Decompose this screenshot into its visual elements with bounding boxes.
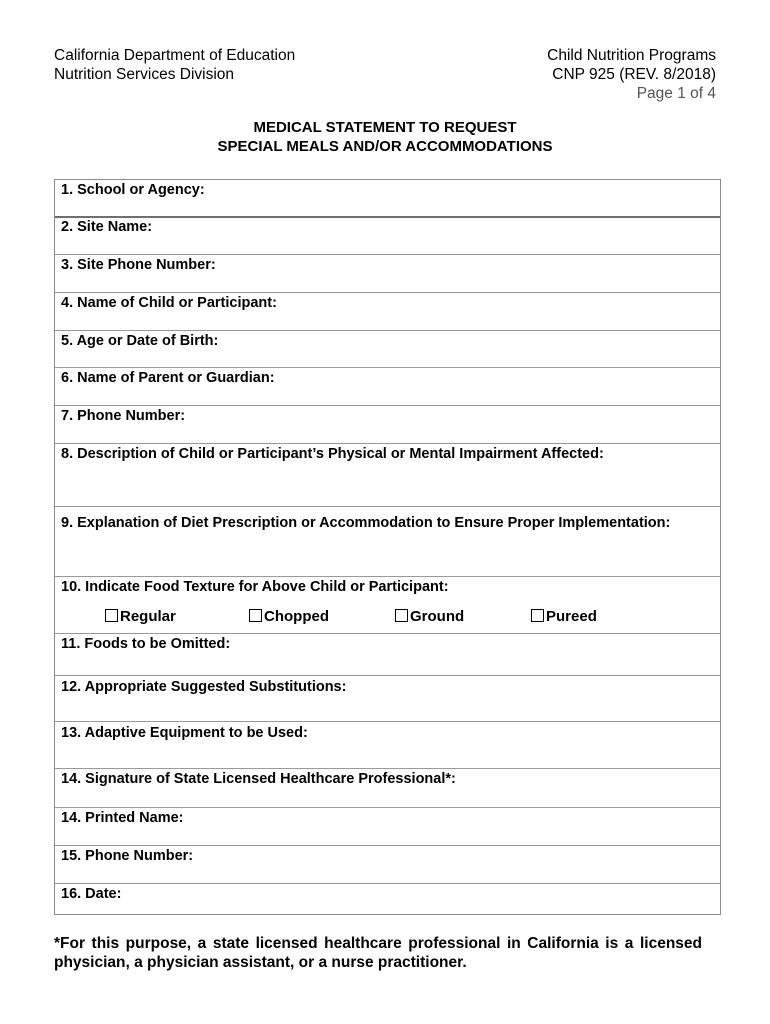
checkbox-icon[interactable] <box>531 609 544 622</box>
field-label: 7. Phone Number: <box>61 408 186 424</box>
field-impairment[interactable] <box>55 444 720 507</box>
field-substitutions[interactable] <box>55 676 720 722</box>
field-professional-phone[interactable] <box>55 846 720 884</box>
title-line-2: SPECIAL MEALS AND/OR ACCOMMODATIONS <box>217 138 553 155</box>
option-label: Chopped <box>264 608 329 625</box>
field-label: 14. Signature of State Licensed Healthcare Professional*: <box>61 771 456 787</box>
title-line-1: MEDICAL STATEMENT TO REQUEST <box>253 119 517 136</box>
field-label: 8. Description of Child or Participant’s Physical or Mental Impairment Affected: <box>61 446 604 462</box>
field-foods-omitted[interactable] <box>55 634 720 676</box>
field-label: 2. Site Name: <box>61 219 153 235</box>
header-agency <box>54 46 295 84</box>
field-label: 4. Name of Child or Participant: <box>61 295 277 311</box>
program-name: Child Nutrition Programs <box>547 47 716 64</box>
page-number: Page 1 of 4 <box>636 85 716 102</box>
form-number: CNP 925 (REV. 8/2018) <box>552 66 716 83</box>
field-label: 6. Name of Parent or Guardian: <box>61 370 275 386</box>
field-label: 14. Printed Name: <box>61 810 184 826</box>
field-label: 10. Indicate Food Texture for Above Child or Participant: <box>61 579 449 595</box>
field-child-name[interactable] <box>55 293 720 331</box>
field-age-dob[interactable] <box>55 331 720 368</box>
field-site-phone[interactable] <box>55 255 720 293</box>
field-phone[interactable] <box>55 406 720 444</box>
field-label: 11. Foods to be Omitted: <box>61 636 231 652</box>
field-label: 1. School or Agency: <box>61 182 205 198</box>
field-printed-name[interactable] <box>55 808 720 846</box>
field-site-name[interactable] <box>55 217 720 255</box>
texture-option-pureed[interactable] <box>531 607 597 626</box>
field-diet-prescription[interactable] <box>55 507 720 577</box>
field-school-agency[interactable] <box>55 180 720 218</box>
checkbox-icon[interactable] <box>249 609 262 622</box>
option-label: Pureed <box>546 608 597 625</box>
footnote: *For this purpose, a state licensed healthcare professional in California is a licensed physician, a physician assistant, or a nurse practitioner. <box>54 935 702 971</box>
texture-option-regular[interactable] <box>105 607 176 626</box>
field-adaptive-equipment[interactable] <box>55 722 720 769</box>
field-parent-name[interactable] <box>55 368 720 406</box>
field-label: 16. Date: <box>61 886 122 902</box>
agency-name: California Department of Education <box>54 47 296 64</box>
field-label: 13. Adaptive Equipment to be Used: <box>61 725 308 741</box>
header-form-info <box>547 46 716 103</box>
checkbox-icon[interactable] <box>105 609 118 622</box>
field-label: 15. Phone Number: <box>61 848 194 864</box>
field-date[interactable] <box>55 884 720 914</box>
texture-option-ground[interactable] <box>395 607 464 626</box>
field-label: 5. Age or Date of Birth: <box>61 333 219 349</box>
form-table <box>54 179 721 915</box>
field-label: 3. Site Phone Number: <box>61 257 216 273</box>
field-food-texture <box>55 577 720 634</box>
field-signature[interactable] <box>55 769 720 808</box>
division-name: Nutrition Services Division <box>54 66 235 83</box>
field-label: 12. Appropriate Suggested Substitutions: <box>61 679 347 695</box>
texture-option-chopped[interactable] <box>249 607 329 626</box>
option-label: Ground <box>410 608 465 625</box>
form-title <box>0 118 770 156</box>
field-label: 9. Explanation of Diet Prescription or Accommodation to Ensure Proper Implementation: <box>61 515 671 531</box>
checkbox-icon[interactable] <box>395 609 408 622</box>
option-label: Regular <box>120 608 176 625</box>
